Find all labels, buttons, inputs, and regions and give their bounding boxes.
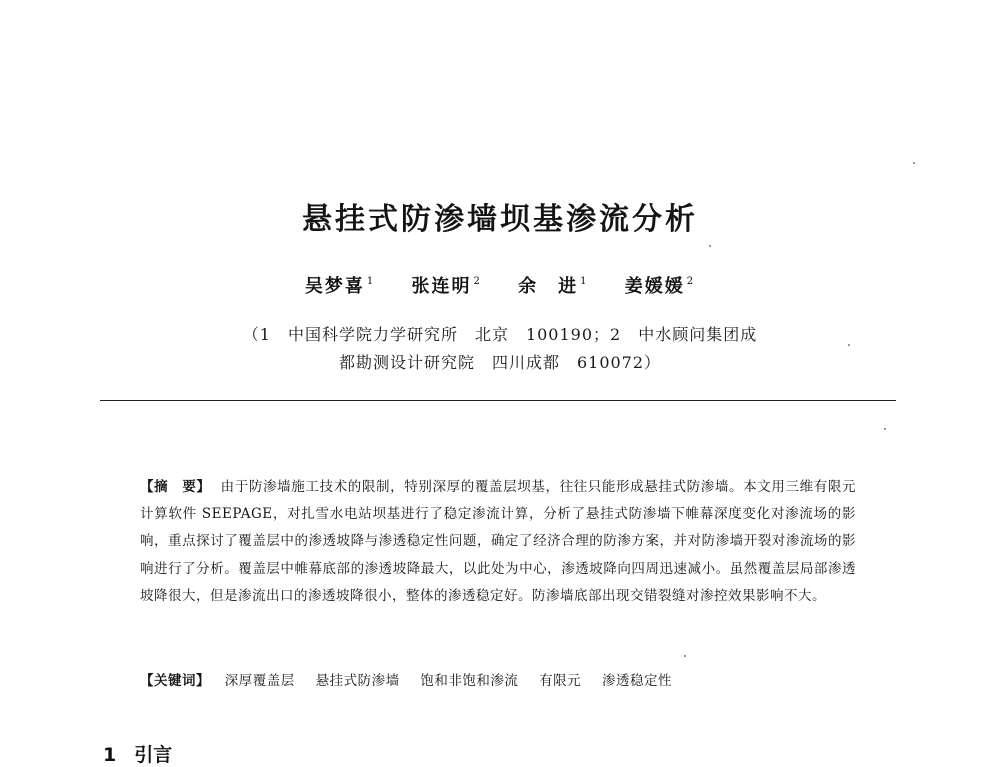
author-affiliation-mark: 1 [366,276,376,287]
scan-speck [884,428,886,430]
section-number: 1 [103,744,117,766]
keyword: 有限元 [539,673,582,689]
paper-title: 悬挂式防渗墙坝基渗流分析 [302,202,698,237]
keyword: 深厚覆盖层 [224,673,295,689]
scan-speck [709,245,711,247]
author-list [0,272,1000,298]
affiliation-line-2: 都勘测设计研究院 四川成都 610072） [338,353,662,372]
author [305,272,375,298]
scan-speck [913,162,915,164]
abstract-text: 由于防渗墙施工技术的限制，特别深厚的覆盖层坝基，往往只能形成悬挂式防渗墙。本文用三维有限元计算软件 SEEPAGE，对扎雪水电站坝基进行了稳定渗流计算，分析了悬挂式防渗墙下帷幕深度变化对渗流场的影响，重点探讨了覆盖层中的渗透坡降与渗透稳定性问题，确定了经济合理的防渗方案，并对防渗墙开裂对渗流场的影响进行了分析。覆盖层中帷幕底部的渗透坡降最大，以此处为中心，渗透坡降向四周迅速减小。虽然覆盖层局部渗透坡降很大，但是渗流出口的渗透坡降很小，整体的渗透稳定好。防渗墙底部出现交错裂缝对渗控效果影响不大。 [140,479,857,604]
author-affiliation-mark: 1 [580,276,589,287]
author [518,272,588,298]
author-name: 姜媛媛 [624,276,685,297]
author-name: 吴梦喜 [304,276,365,297]
author-name: 张连明 [411,276,472,297]
affiliation-line-1: （1 中国科学院力学研究所 北京 100190；2 中水顾问集团成 [242,325,758,344]
scan-speck [848,344,850,346]
author-name: 余 进 [518,276,579,297]
abstract-block [140,474,856,610]
keywords-block [140,669,856,689]
abstract-label: 【摘 要】 [140,479,211,495]
author [625,272,695,298]
keyword: 渗透稳定性 [601,673,672,689]
author-affiliation-mark: 2 [473,276,482,287]
keywords-label: 【关键词】 [140,673,210,689]
header-divider [100,400,896,401]
author [411,272,481,298]
author-affiliation-mark: 2 [686,276,696,287]
scan-speck [684,655,686,657]
keyword: 悬挂式防渗墙 [315,673,400,689]
section-title: 引言 [134,744,173,766]
keyword: 饱和非饱和渗流 [420,673,519,689]
section-heading [103,740,172,767]
